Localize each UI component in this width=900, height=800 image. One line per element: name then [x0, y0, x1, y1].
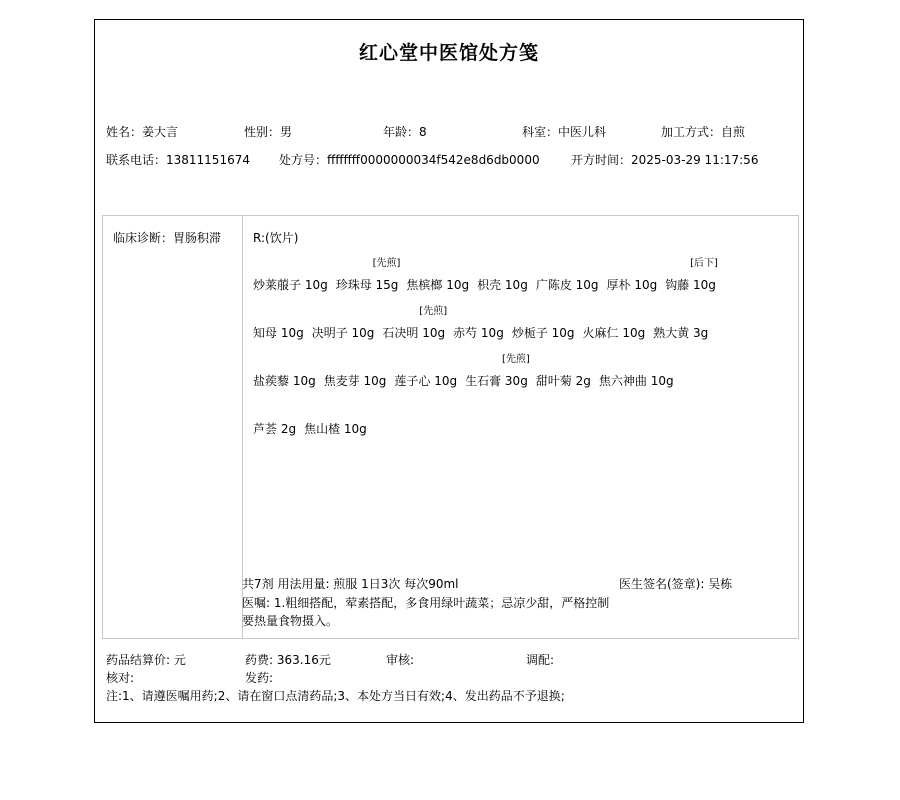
- decoction-note: [先煎]: [372, 258, 401, 269]
- herb-item: 生石膏 30g [先煎]: [465, 372, 528, 389]
- prescription-body: [102, 215, 799, 639]
- herb-item: 石决明 10g [先煎]: [382, 324, 445, 341]
- herb-item: 赤芍 10g: [453, 326, 504, 340]
- herb-item: 钩藤 10g [后下]: [665, 276, 716, 293]
- herb-item: 珍珠母 15g [先煎]: [336, 276, 399, 293]
- rx-label: R:(饮片): [253, 231, 299, 245]
- herb-item: 芦荟 2g: [253, 422, 297, 436]
- drug-fee: 药费: 363.16元: [245, 653, 331, 667]
- dispense-field: 调配:: [526, 653, 555, 667]
- herb-item: 焦山楂 10g: [304, 422, 367, 436]
- herb-item: 莲子心 10g: [394, 374, 458, 388]
- contact-phone: 联系电话：13811151674: [106, 153, 250, 167]
- settlement-price: 药品结算价: 元: [106, 653, 186, 667]
- herb-item: 火麻仁 10g: [582, 326, 646, 340]
- doctor-signature: 医生签名(签章): 吴栋: [619, 577, 733, 591]
- herb-item: 决明子 10g: [311, 326, 375, 340]
- herb-row: [253, 420, 375, 437]
- herb-row: [253, 258, 724, 293]
- deliver-field: 发药:: [245, 671, 274, 685]
- herb-item: 甜叶菊 2g: [535, 374, 591, 388]
- herb-item: 炒栀子 10g: [511, 326, 575, 340]
- herb-item: 炒莱菔子 10g: [253, 278, 328, 292]
- footer-note: 注:1、请遵医嘱用药;2、请在窗口点清药品;3、本处方当日有效;4、发出药品不予退换;: [106, 689, 565, 703]
- herb-row: [253, 354, 682, 389]
- prescription-number: 处方号：ffffffff0000000034f542e8d6db0000: [279, 153, 540, 167]
- herb-row: [253, 306, 716, 341]
- herb-item: 熟大黄 3g: [653, 326, 709, 340]
- herb-item: 焦麦芽 10g: [323, 374, 387, 388]
- decoction-note: [后下]: [690, 258, 718, 269]
- herb-item: 焦槟榔 10g: [406, 278, 470, 292]
- herb-item: 盐蒺藜 10g: [253, 374, 316, 388]
- decoction-note: [先煎]: [419, 306, 448, 317]
- patient-age: 年龄：8: [383, 125, 427, 139]
- check-field: 核对:: [106, 671, 135, 685]
- prescription-sheet: [94, 19, 804, 723]
- herb-item: 厚朴 10g: [606, 278, 658, 292]
- usage-dosage: 共7剂 用法用量: 煎服 1日3次 每次90ml: [242, 577, 459, 591]
- prescription-time: 开方时间：2025-03-29 11:17:56: [571, 153, 759, 167]
- processing-method: 加工方式：自煎: [661, 125, 746, 139]
- department: 科室：中医儿科: [522, 125, 607, 139]
- patient-name: 姓名：姜大言: [106, 125, 179, 139]
- herb-item: 枳壳 10g: [477, 278, 528, 292]
- clinical-diagnosis: 临床诊断：胃肠积滞: [113, 231, 222, 245]
- herb-item: 焦六神曲 10g: [598, 374, 674, 388]
- decoction-note: [先煎]: [502, 354, 530, 365]
- review-field: 审核:: [386, 653, 415, 667]
- medical-advice: 医嘱: 1.粗细搭配，荤素搭配，多食用绿叶蔬菜；忌凉少甜，严格控制要热量食物摄入。: [242, 596, 610, 628]
- herb-item: 知母 10g: [253, 326, 304, 340]
- page-title: 红心堂中医馆处方笺: [358, 42, 539, 64]
- patient-gender: 性别：男: [244, 125, 293, 139]
- herb-item: 广陈皮 10g: [535, 278, 599, 292]
